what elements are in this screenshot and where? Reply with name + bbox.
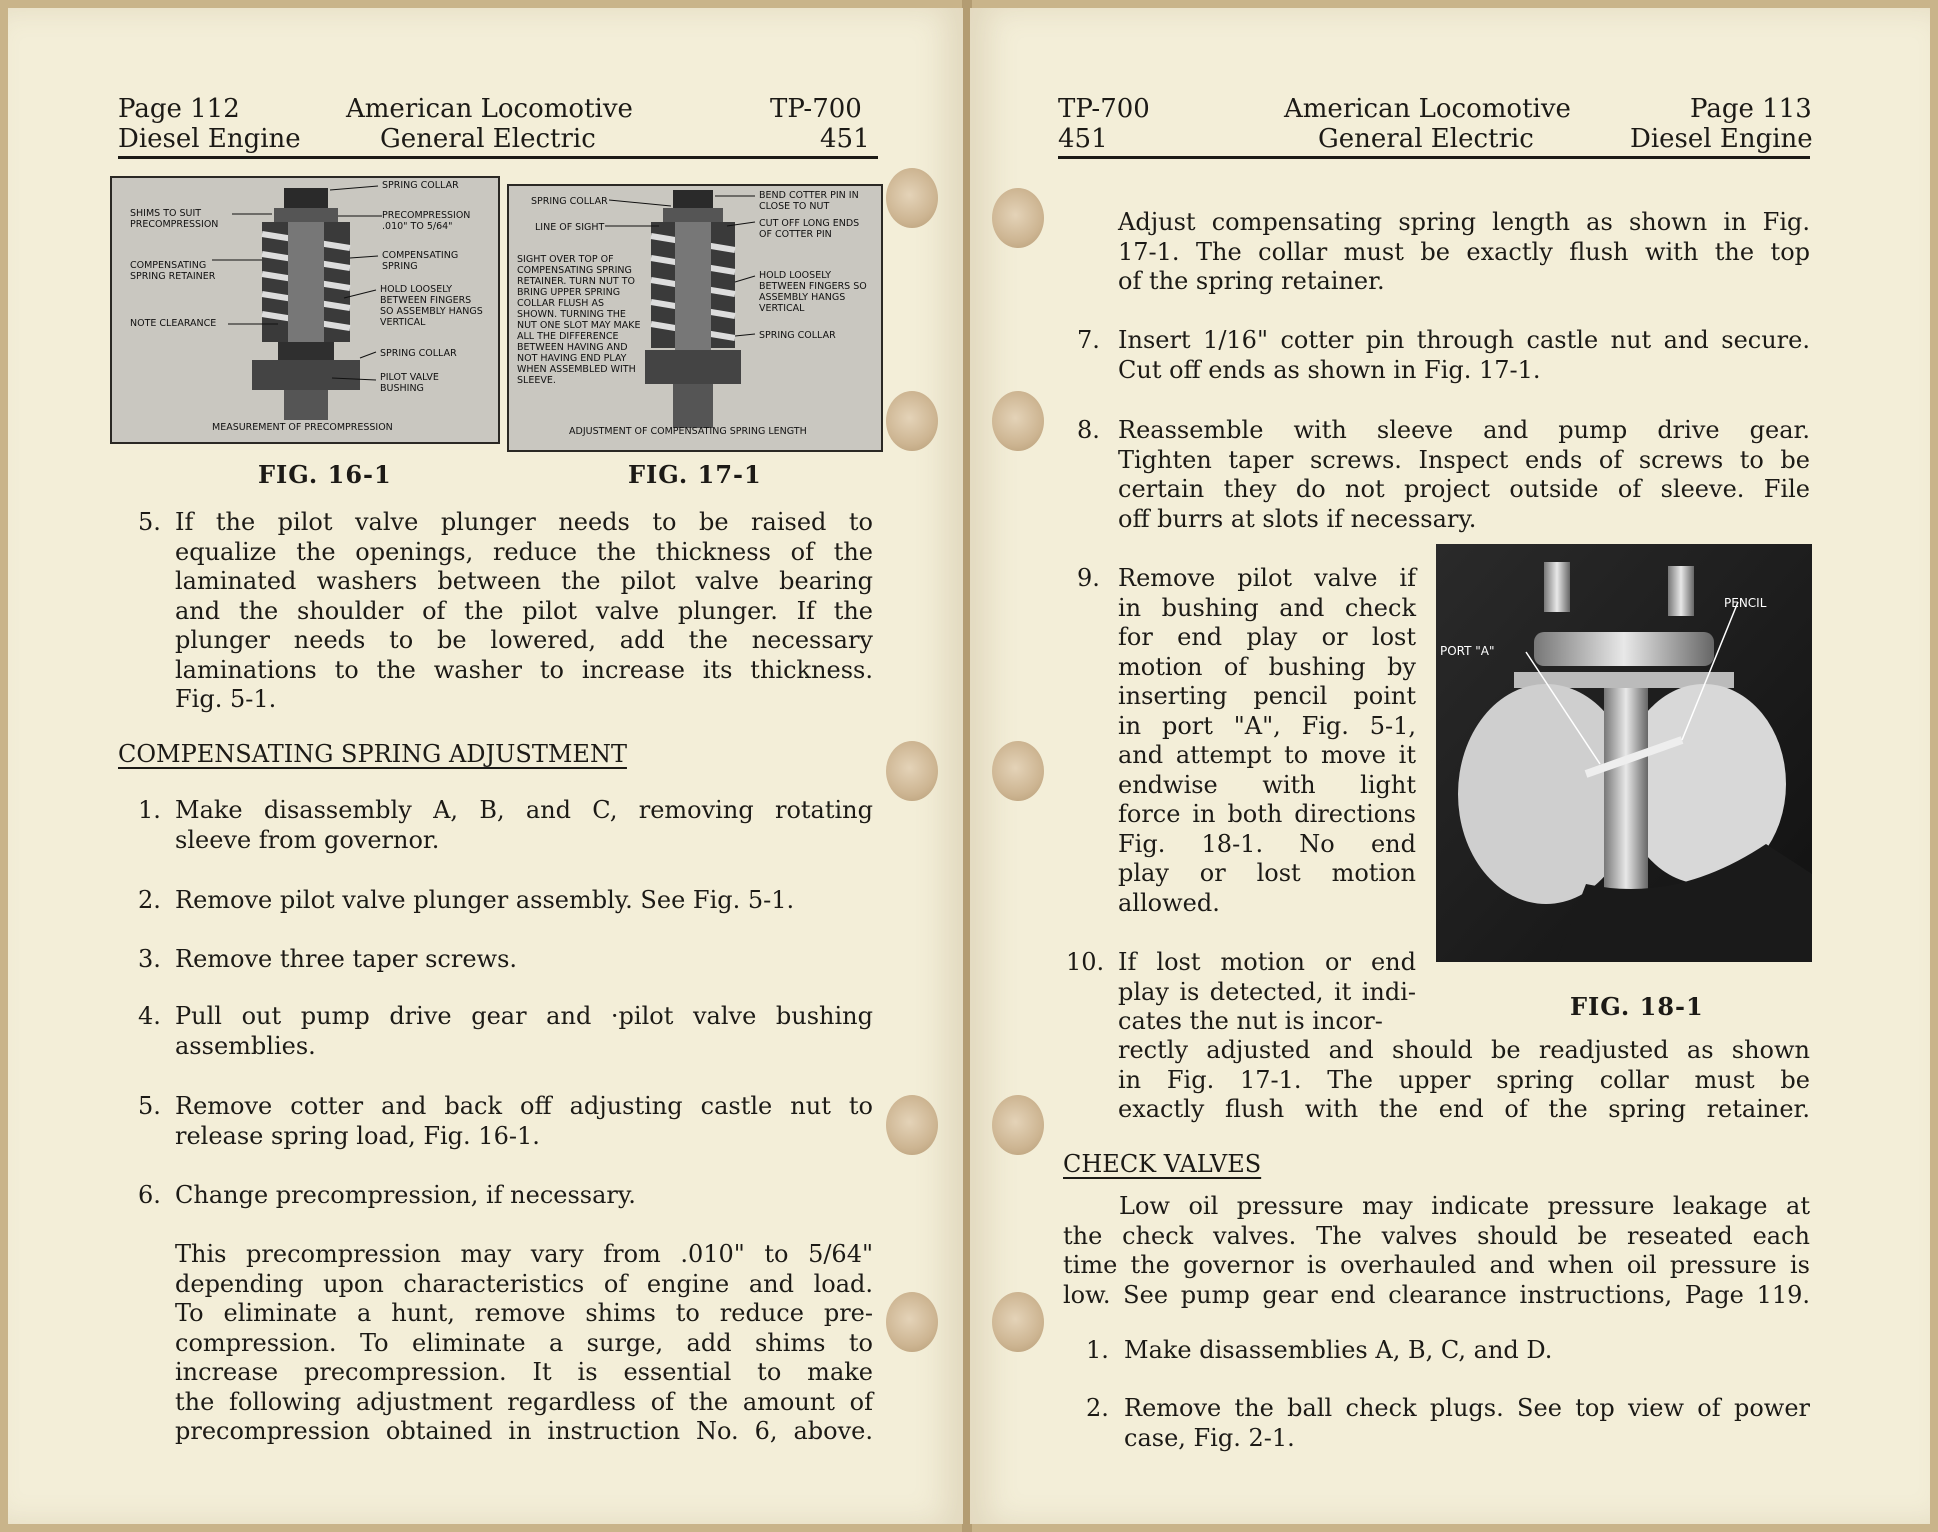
text-line: and attempt to move it bbox=[1118, 741, 1416, 769]
page-number: Page 112 bbox=[118, 94, 240, 124]
binder-hole bbox=[992, 188, 1044, 248]
doc-number: TP-700 bbox=[770, 94, 862, 124]
figure-label: SPRING COLLAR bbox=[382, 180, 459, 191]
header-rule bbox=[1058, 156, 1810, 159]
text-line: Adjust compensating spring length as shown in Fig. bbox=[1118, 208, 1810, 236]
text-line: laminated washers between the pilot valve bearing bbox=[175, 567, 873, 595]
photo-label: PENCIL bbox=[1724, 596, 1767, 610]
text-line: Insert 1/16" cotter pin through castle nut and secure. bbox=[1118, 326, 1810, 354]
text-line: play is detected, it indi- bbox=[1118, 977, 1416, 1006]
text-line: Remove pilot valve if bbox=[1118, 564, 1416, 592]
header-rule bbox=[118, 156, 878, 159]
binder-hole bbox=[992, 1292, 1044, 1352]
text-line: Cut off ends as shown in Fig. 17-1. bbox=[1118, 355, 1541, 384]
text-line: case, Fig. 2-1. bbox=[1124, 1423, 1295, 1452]
text-line: compression. To eliminate a surge, add shims to bbox=[175, 1328, 873, 1357]
header-title: American Locomotive bbox=[1284, 94, 1571, 124]
text-line: Change precompression, if necessary. bbox=[175, 1181, 636, 1209]
header-title: American Locomotive bbox=[346, 94, 633, 124]
figure-label: CUT OFF LONG ENDS OF COTTER PIN bbox=[759, 218, 860, 240]
text-line: Remove the ball check plugs. See top view of power bbox=[1124, 1394, 1810, 1422]
header-section: Diesel Engine bbox=[1630, 124, 1813, 154]
step-text bbox=[175, 796, 873, 855]
text-line: cates the nut is incor- bbox=[1118, 1007, 1383, 1035]
text-line: off burrs at slots if necessary. bbox=[1118, 504, 1477, 533]
text-line: Fig. 5-1. bbox=[175, 685, 277, 713]
text-line: endwise with light bbox=[1118, 770, 1416, 799]
text-line: equalize the openings, reduce the thickness of the bbox=[175, 537, 873, 566]
binder-hole bbox=[886, 168, 938, 228]
text-line: and the shoulder of the pilot valve plunger. If the bbox=[175, 596, 873, 625]
check-valves-paragraph bbox=[1063, 1192, 1810, 1310]
step-number: 7. bbox=[1077, 326, 1100, 354]
binder-hole bbox=[992, 1095, 1044, 1155]
text-line: in port "A", Fig. 5-1, bbox=[1118, 711, 1416, 740]
text-line: the following adjustment regardless of the amount of bbox=[175, 1387, 873, 1416]
figure-label: HOLD LOOSELY BETWEEN FINGERS SO ASSEMBLY HANGS VERTICAL bbox=[380, 284, 483, 328]
header-company: General Electric bbox=[380, 124, 596, 154]
text-line: precompression obtained in instruction No. 6, above. bbox=[175, 1417, 873, 1445]
figure-label: SPRING COLLAR bbox=[759, 330, 836, 341]
step-number: 5. bbox=[138, 1092, 161, 1120]
text-line: Remove cotter and back off adjusting castle nut to bbox=[175, 1092, 873, 1120]
step-number: 10. bbox=[1066, 948, 1105, 976]
text-line: in bushing and check bbox=[1118, 593, 1416, 622]
binder-hole bbox=[992, 741, 1044, 801]
right-page bbox=[970, 8, 1930, 1524]
step-number: 1. bbox=[1086, 1336, 1109, 1364]
text-line: motion of bushing by bbox=[1118, 652, 1416, 681]
page-number: Page 113 bbox=[1690, 94, 1812, 124]
text-line: Remove three taper screws. bbox=[175, 945, 518, 973]
text-line: Fig. 18-1. No end bbox=[1118, 829, 1416, 858]
section-heading: CHECK VALVES bbox=[1063, 1150, 1262, 1178]
text-line: allowed. bbox=[1118, 888, 1220, 917]
text-line: To eliminate a hunt, remove shims to reduce pre- bbox=[175, 1299, 873, 1327]
step-text bbox=[175, 945, 873, 975]
step-text bbox=[175, 1002, 873, 1061]
text-line: low. See pump gear end clearance instructions, Page 119. bbox=[1063, 1280, 1810, 1309]
step-text bbox=[1124, 1336, 1810, 1366]
step-number: 9. bbox=[1077, 564, 1100, 592]
figure-16-1-diagram bbox=[110, 176, 500, 444]
step-text bbox=[1118, 564, 1416, 918]
doc-number: TP-700 bbox=[1058, 94, 1150, 124]
step-number: 5. bbox=[138, 508, 161, 536]
text-line: the check valves. The valves should be reseated each bbox=[1063, 1221, 1810, 1250]
figure-caption: FIG. 17-1 bbox=[628, 460, 762, 489]
intro-paragraph bbox=[1118, 208, 1810, 297]
step-number: 2. bbox=[1086, 1394, 1109, 1422]
precompression-paragraph bbox=[175, 1240, 873, 1447]
text-line: depending upon characteristics of engine and load. bbox=[175, 1269, 873, 1298]
text-line: exactly flush with the end of the spring retainer. bbox=[1118, 1095, 1810, 1123]
text-line: Reassemble with sleeve and pump drive gear. bbox=[1118, 416, 1810, 444]
text-line: Pull out pump drive gear and ·pilot valve bushing bbox=[175, 1002, 873, 1030]
text-line: time the governor is overhauled and when oil pressure is bbox=[1063, 1251, 1810, 1279]
photo-label: PORT "A" bbox=[1440, 644, 1495, 658]
text-line: Make disassembly A, B, and C, removing rotating bbox=[175, 796, 873, 824]
header-number: 451 bbox=[1058, 124, 1108, 154]
figure-label: LINE OF SIGHT bbox=[535, 222, 605, 233]
binder-hole bbox=[886, 1095, 938, 1155]
step-text bbox=[175, 1181, 873, 1211]
text-line: release spring load, Fig. 16-1. bbox=[175, 1121, 540, 1150]
text-line: Low oil pressure may indicate pressure leakage at bbox=[1119, 1192, 1810, 1220]
step-text bbox=[1118, 416, 1810, 534]
text-line: of the spring retainer. bbox=[1118, 267, 1385, 295]
figure-18-1-photo bbox=[1436, 544, 1812, 962]
text-line: rectly adjusted and should be readjusted as shown bbox=[1118, 1036, 1810, 1064]
text-line: If the pilot valve plunger needs to be raised to bbox=[175, 508, 873, 536]
figure-title: ADJUSTMENT OF COMPENSATING SPRING LENGTH bbox=[569, 426, 807, 437]
text-line: inserting pencil point bbox=[1118, 682, 1416, 710]
text-line: Tighten taper screws. Inspect ends of screws to be bbox=[1118, 445, 1810, 474]
step-number: 6. bbox=[138, 1181, 161, 1209]
text-line: force in both directions bbox=[1118, 800, 1416, 828]
step-text bbox=[175, 508, 873, 715]
binder-hole bbox=[886, 741, 938, 801]
binder-hole bbox=[886, 391, 938, 451]
step-number: 1. bbox=[138, 796, 161, 824]
text-line: If lost motion or end bbox=[1118, 948, 1416, 976]
text-line: laminations to the washer to increase its thickness. bbox=[175, 655, 873, 684]
left-page bbox=[8, 8, 963, 1524]
step-text-continued bbox=[1118, 1036, 1810, 1125]
text-line: 17-1. The collar must be exactly flush with the top bbox=[1118, 237, 1810, 266]
step-text bbox=[1118, 948, 1416, 1037]
text-line: sleeve from governor. bbox=[175, 825, 440, 854]
text-line: plunger needs to be lowered, add the necessary bbox=[175, 626, 873, 654]
step-text bbox=[175, 1092, 873, 1151]
binder-hole bbox=[886, 1292, 938, 1352]
figure-label: SPRING COLLAR bbox=[380, 348, 457, 359]
figure-label: SHIMS TO SUIT PRECOMPRESSION bbox=[130, 208, 219, 230]
figure-label: COMPENSATING SPRING RETAINER bbox=[130, 260, 216, 282]
step-number: 8. bbox=[1077, 416, 1100, 444]
figure-17-1-diagram bbox=[507, 184, 883, 452]
text-line: play or lost motion bbox=[1118, 859, 1416, 887]
figure-title: MEASUREMENT OF PRECOMPRESSION bbox=[212, 422, 393, 433]
header-section: Diesel Engine bbox=[118, 124, 301, 154]
figure-label: HOLD LOOSELY BETWEEN FINGERS SO ASSEMBLY HANGS VERTICAL bbox=[759, 270, 867, 314]
step-text bbox=[175, 886, 873, 916]
text-line: for end play or lost bbox=[1118, 623, 1416, 651]
text-line: certain they do not project outside of sleeve. File bbox=[1118, 475, 1810, 503]
figure-label: SPRING COLLAR bbox=[531, 196, 608, 207]
text-line: assemblies. bbox=[175, 1031, 316, 1060]
figure-caption: FIG. 18-1 bbox=[1570, 992, 1704, 1021]
figure-label: PRECOMPRESSION .010" TO 5/64" bbox=[382, 210, 471, 232]
step-text bbox=[1118, 326, 1810, 385]
figure-label: COMPENSATING SPRING bbox=[382, 250, 459, 272]
text-line: Remove pilot valve plunger assembly. See Fig. 5-1. bbox=[175, 886, 795, 914]
text-line: in Fig. 17-1. The upper spring collar must be bbox=[1118, 1065, 1810, 1094]
figure-caption: FIG. 16-1 bbox=[258, 460, 392, 489]
header-company: General Electric bbox=[1318, 124, 1534, 154]
step-text bbox=[1124, 1394, 1810, 1453]
step-number: 3. bbox=[138, 945, 161, 973]
figure-label: PILOT VALVE BUSHING bbox=[380, 372, 439, 394]
text-line: increase precompression. It is essential to make bbox=[175, 1358, 873, 1386]
step-number: 4. bbox=[138, 1002, 161, 1030]
step-number: 2. bbox=[138, 886, 161, 914]
binder-hole bbox=[992, 391, 1044, 451]
header-number: 451 bbox=[820, 124, 870, 154]
text-line: Make disassemblies A, B, C, and D. bbox=[1124, 1336, 1553, 1364]
figure-label: NOTE CLEARANCE bbox=[130, 318, 217, 329]
text-line: This precompression may vary from .010" to 5/64" bbox=[175, 1240, 873, 1268]
section-heading: COMPENSATING SPRING ADJUSTMENT bbox=[118, 740, 627, 768]
figure-label: BEND COTTER PIN IN CLOSE TO NUT bbox=[759, 190, 859, 212]
figure-label: SIGHT OVER TOP OF COMPENSATING SPRING RETAINER. TURN NUT TO BRING UPPER SPRING COLLAR FLUSH AS SHOWN. TURNING THE NUT ONE SLOT MAY MAKE ALL THE DIFFERENCE BETWEEN HAVING AND NOT HAVING END PLAY WHEN ASSEMBLED WITH SLEEVE. bbox=[517, 254, 641, 386]
